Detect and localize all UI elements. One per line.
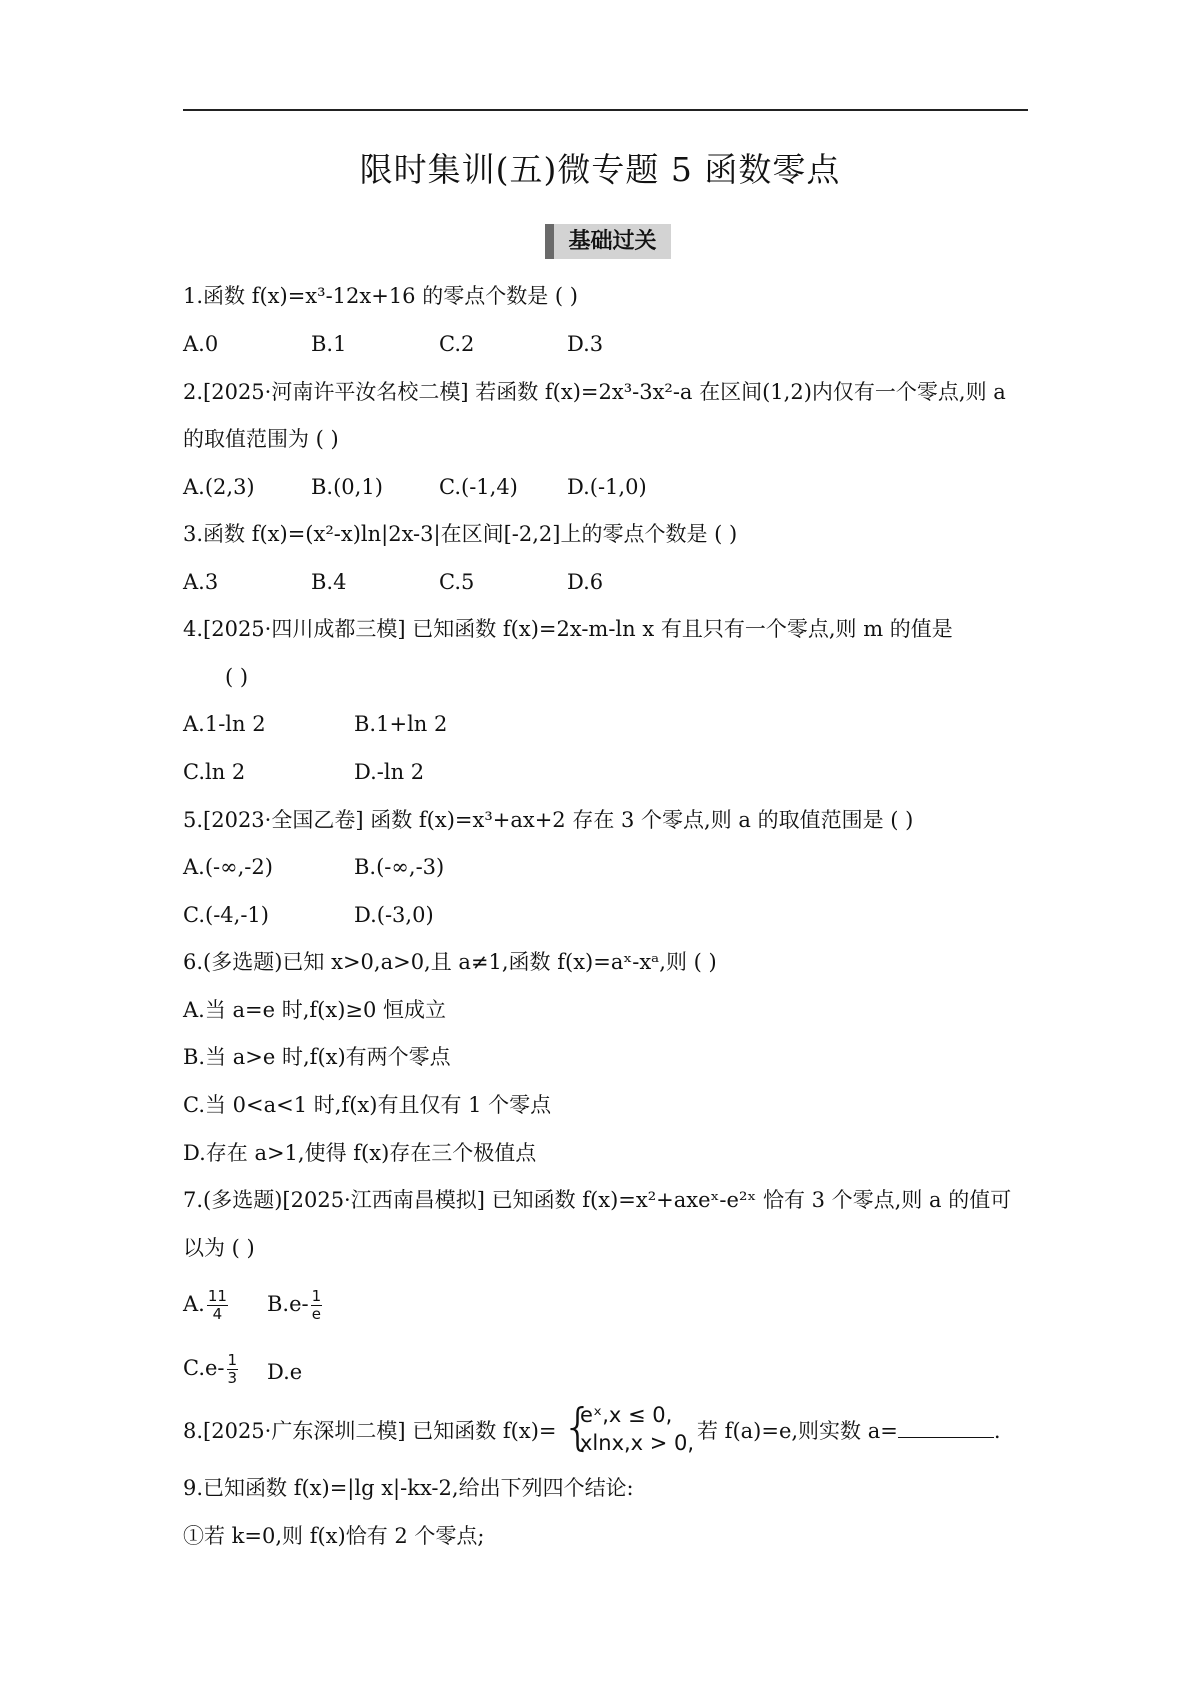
q4-option-c: C.ln 2: [183, 760, 246, 784]
q3-option-d: D.6: [567, 570, 604, 594]
q9-stem: 9.已知函数 f(x)=|lg x|-kx-2,给出下列四个结论:: [183, 1476, 634, 1500]
q1-option-b: B.1: [311, 332, 347, 356]
q5-option-c: C.(-4,-1): [183, 903, 269, 927]
q5-option-b: B.(-∞,-3): [354, 855, 445, 879]
q4-option-a: A.1-ln 2: [183, 712, 266, 736]
q7-option-b-prefix: B.e-: [267, 1292, 309, 1316]
q8-case-1: eˣ,x ≤ 0,: [580, 1403, 673, 1427]
q6-stem: 6.(多选题)已知 x>0,a>0,且 a≠1,函数 f(x)=aˣ-xᵃ,则 ( ): [183, 950, 717, 974]
q5-option-d: D.(-3,0): [354, 903, 434, 927]
q7-option-b: [267, 1288, 322, 1323]
q2-option-a: A.(2,3): [183, 475, 255, 499]
q2-option-d: D.(-1,0): [567, 475, 647, 499]
q2-option-b: B.(0,1): [311, 475, 383, 499]
q8-case-2: xlnx,x > 0,: [580, 1431, 695, 1455]
q7-option-b-numerator: 1: [311, 1287, 322, 1305]
q1-option-d: D.3: [567, 332, 604, 356]
q6-option-b: B.当 a>e 时,f(x)有两个零点: [183, 1045, 451, 1069]
q2-stem-line1: 2.[2025·河南许平汝名校二模] 若函数 f(x)=2x³-3x²-a 在区间(1,2)内仅有一个零点,则 a: [183, 380, 1006, 404]
q7-option-d: D.e: [267, 1360, 303, 1384]
q7-option-a-denominator: 4: [212, 1305, 223, 1323]
q7-option-a: [183, 1288, 228, 1323]
q4-stem-line2: ( ): [225, 665, 249, 689]
q7-option-c-fraction: [227, 1352, 239, 1387]
q7-option-b-denominator: e: [311, 1305, 322, 1323]
q8-condition: 若 f(a)=e,则实数 a=: [697, 1419, 898, 1443]
q6-option-a: A.当 a=e 时,f(x)≥0 恒成立: [183, 998, 447, 1022]
q5-option-a: A.(-∞,-2): [183, 855, 273, 879]
q7-option-c: [183, 1352, 238, 1387]
q3-option-b: B.4: [311, 570, 347, 594]
section-label: 基础过关: [568, 229, 657, 254]
q3-option-c: C.5: [439, 570, 475, 594]
q7-option-a-fraction: [207, 1288, 228, 1323]
q7-stem-line2: 以为 ( ): [183, 1236, 255, 1260]
q2-stem-line2: 的取值范围为 ( ): [183, 427, 339, 451]
q6-option-c: C.当 0<a<1 时,f(x)有且仅有 1 个零点: [183, 1093, 552, 1117]
q4-option-b: B.1+ln 2: [354, 712, 448, 736]
q2-option-c: C.(-1,4): [439, 475, 518, 499]
q5-stem: 5.[2023·全国乙卷] 函数 f(x)=x³+ax+2 存在 3 个零点,则 a 的取值范围是 ( ): [183, 808, 914, 832]
q8-answer-blank: [898, 1417, 994, 1438]
q7-option-c-prefix: C.e-: [183, 1356, 225, 1380]
q4-option-d: D.-ln 2: [354, 760, 425, 784]
q7-option-a-prefix: A.: [183, 1292, 205, 1316]
q4-stem-line1: 4.[2025·四川成都三模] 已知函数 f(x)=2x-m-ln x 有且只有一个零点,则 m 的值是: [183, 617, 953, 641]
q7-option-a-numerator: 11: [207, 1287, 227, 1305]
q7-option-b-fraction: [311, 1288, 323, 1323]
q7-option-c-denominator: 3: [227, 1369, 238, 1387]
q7-stem-line1: 7.(多选题)[2025·江西南昌模拟] 已知函数 f(x)=x²+axeˣ-e²ˣ 恰有 3 个零点,则 a 的值可: [183, 1188, 1012, 1212]
q8-stem-prefix: 8.[2025·广东深圳二模] 已知函数 f(x)=: [183, 1419, 557, 1443]
q1-option-a: A.0: [183, 332, 219, 356]
q6-option-d: D.存在 a>1,使得 f(x)存在三个极值点: [183, 1141, 537, 1165]
q8-period: .: [993, 1419, 1001, 1443]
q3-stem: 3.函数 f(x)=(x²-x)ln|2x-3|在区间[-2,2]上的零点个数是 ( ): [183, 522, 738, 546]
section-badge: [545, 224, 671, 259]
q1-stem: 1.函数 f(x)=x³-12x+16 的零点个数是 ( ): [183, 284, 578, 308]
q1-option-c: C.2: [439, 332, 475, 356]
q9-statement-1: ①若 k=0,则 f(x)恰有 2 个零点;: [183, 1524, 485, 1548]
q8-brace: {: [562, 1398, 594, 1456]
q7-option-c-numerator: 1: [227, 1351, 238, 1369]
header-rule: [183, 109, 1028, 111]
q3-option-a: A.3: [183, 570, 219, 594]
q8-stem-suffix: [697, 1416, 1001, 1446]
page-title: 限时集训(五)微专题 5 函数零点: [359, 150, 841, 189]
